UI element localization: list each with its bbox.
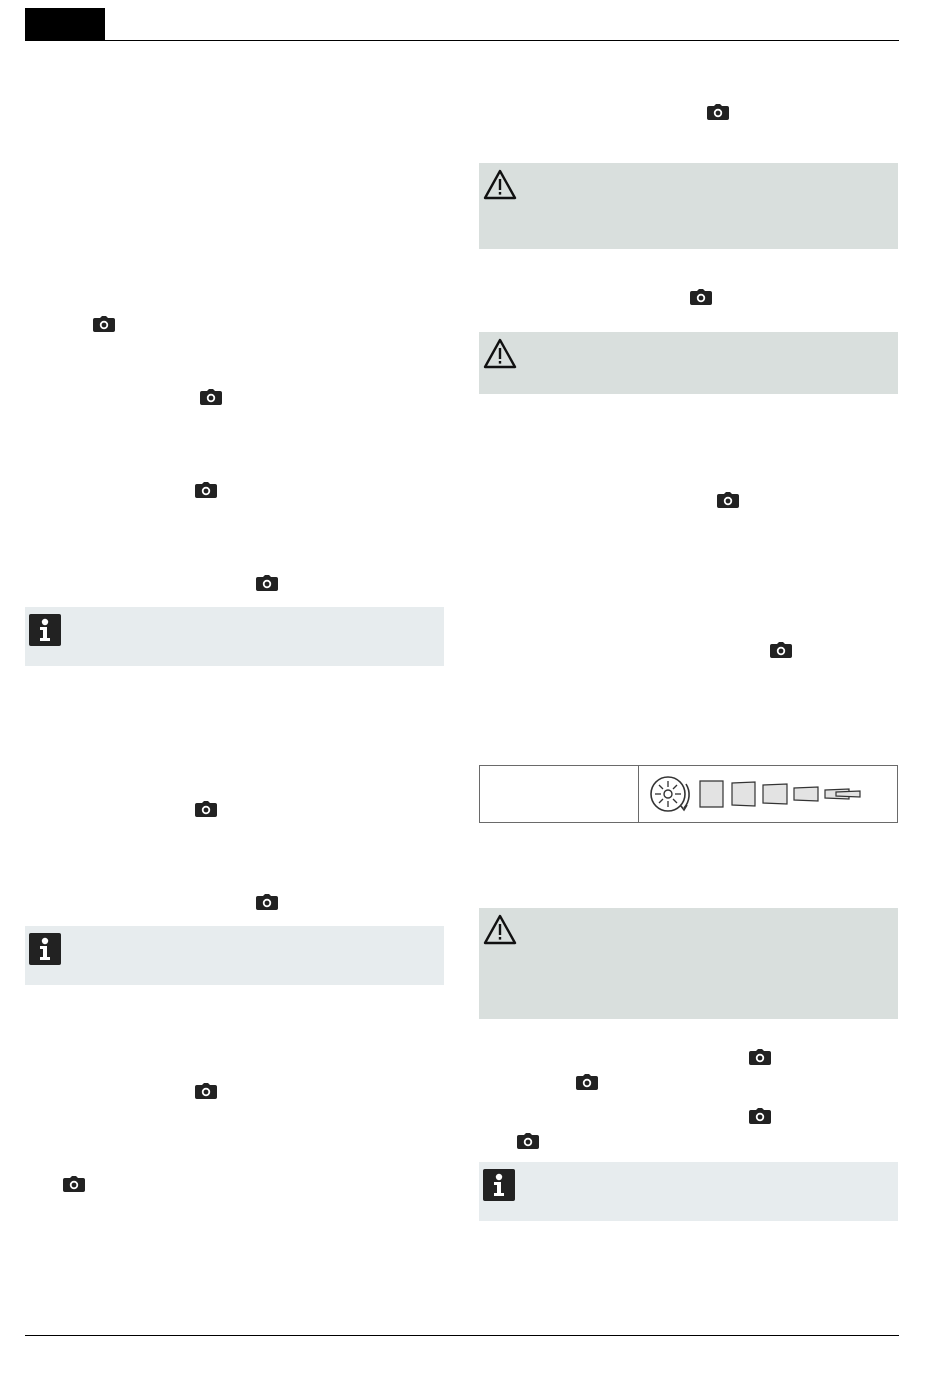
camera-icon [195,1083,217,1099]
speed-level-2 [732,782,755,806]
header-tab [25,8,105,40]
speed-level-6 [836,791,860,797]
speed-level-diagram [646,772,866,816]
info-note [479,1162,898,1221]
warning-triangle-icon [483,169,517,200]
camera-icon [195,482,217,498]
camera-icon [256,894,278,910]
warning-triangle-icon [483,914,517,945]
warning-note [479,163,898,249]
warning-triangle-icon [483,338,517,369]
speed-level-1 [700,781,723,807]
camera-icon [576,1074,598,1090]
info-icon [29,614,61,646]
camera-icon [200,389,222,405]
info-icon [29,933,61,965]
warning-note [479,908,898,1019]
info-note [25,926,444,985]
camera-icon [690,289,712,305]
speed-level-table [479,765,898,823]
info-note [25,607,444,666]
speed-level-3 [763,784,787,804]
camera-icon [195,801,217,817]
camera-icon [749,1049,771,1065]
camera-icon [707,104,729,120]
header-rule [25,40,899,41]
speed-level-4 [794,787,818,801]
footer-rule [25,1335,899,1336]
table-divider [638,766,639,822]
camera-icon [93,316,115,332]
camera-icon [770,642,792,658]
camera-icon [517,1133,539,1149]
camera-icon [256,575,278,591]
camera-icon [717,492,739,508]
speed-level-bars [700,781,860,807]
camera-icon [749,1108,771,1124]
camera-icon [63,1176,85,1192]
info-icon [483,1169,515,1201]
grinding-wheel-icon [651,777,689,811]
warning-note [479,332,898,394]
